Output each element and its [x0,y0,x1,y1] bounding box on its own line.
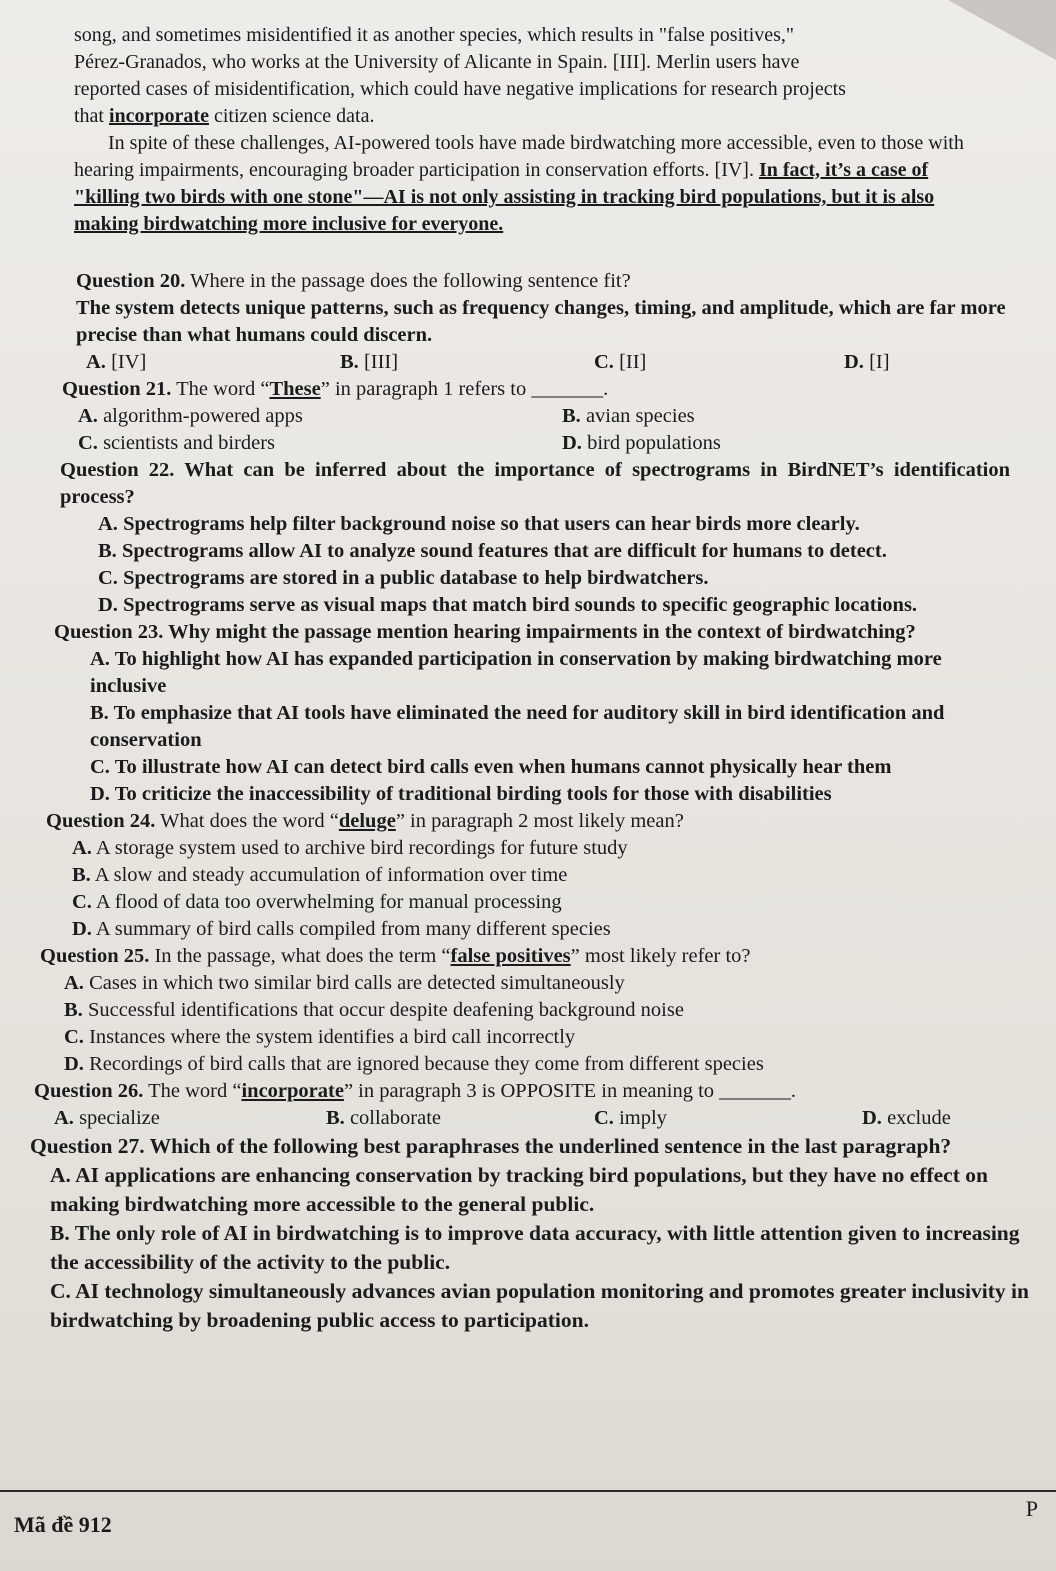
q22-option-a[interactable]: A. Spectrograms help filter background noise so that users can hear birds more clearly. [98,513,860,535]
q24-option-a[interactable]: A. A storage system used to archive bird recordings for future study [72,837,628,859]
q23-option-a[interactable]: A. To highlight how AI has expanded participation in conservation by making birdwatching more inclusive [90,648,942,697]
q27-option-b[interactable]: B. The only role of AI in birdwatching is to improve data accuracy, with little attention given to increasing the accessibility of the activity to the public. [50,1221,1020,1274]
underlined-incorporate: incorporate [109,105,209,127]
question-21: Question 21. The word “These” in paragraph 1 refers to _______. A. algorithm-powered apps B. avian species C. scientists and birders D. bird populations [62,376,1006,457]
q21-option-a[interactable]: A. algorithm-powered apps [78,405,303,427]
question-27: Question 27. Which of the following best paraphrases the underlined sentence in the last paragraph? A. AI applications are enhancing conservation by tracking bird populations, but they have no effect on making birdwatching more accessible to the general public. B. The only role of AI in birdwatching is to improve data accuracy, with little attention given to increasing the accessibility of the activity to the public. C. AI technology simultaneously advances avian population monitoring and promotes greater inclusivity in birdwatching by broadening public access to participation. [30,1132,1036,1335]
q25-option-a[interactable]: A. Cases in which two similar bird calls are detected simultaneously [64,972,625,994]
q23-option-b[interactable]: B. To emphasize that AI tools have eliminated the need for auditory skill in bird identification and conservation [90,702,945,751]
q20-option-d[interactable]: D. [I] [844,351,890,373]
question-23: Question 23. Why might the passage mention hearing impairments in the context of birdwatching? A. To highlight how AI has expanded participation in conservation by making birdwatching more inclusive B. To emphasize that AI tools have eliminated the need for auditory skill in bird identification and conservation C. To illustrate how AI can detect bird calls even when humans cannot physically hear them D. To criticize the inaccessibility of traditional birding tools for those with disabilities [54,619,1020,808]
q21-option-d[interactable]: D. bird populations [562,432,721,454]
q26-option-d[interactable]: D. exclude [862,1107,951,1129]
q20-option-c[interactable]: C. [II] [594,351,647,373]
q24-option-b[interactable]: B. A slow and steady accumulation of information over time [72,864,568,886]
passage-paragraph-3: In spite of these challenges, AI-powered tools have made birdwatching more accessible, even to those with hearing impairments, encouraging broader participation in conservation efforts. [IV]. In fact, it’s a case of "killing two birds with one stone"—AI is not only assisting in tracking bird populations, but it is also making birdwatching more inclusive for everyone. [74,132,964,235]
q21-options-ab [78,403,1006,430]
word-these: These [269,378,321,400]
passage-line-1: song, and sometimes misidentified it as another species, which results in "false positives," [74,24,795,46]
term-false-positives: false positives [450,945,571,967]
question-25: Question 25. In the passage, what does the term “false positives” most likely refer to? A. Cases in which two similar bird calls are detected simultaneously B. Successful identifications that occur despite deafening background noise C. Instances where the system identifies a bird call incorrectly D. Recordings of bird calls that are ignored because they come from different species [40,943,1020,1078]
q23-option-c[interactable]: C. To illustrate how AI can detect bird calls even when humans cannot physically hear them [90,756,892,778]
word-deluge: deluge [338,810,396,832]
underlined-sentence: In fact, it’s a case of "killing two birds with one stone"—AI is not only assisting in tracking bird populations, but it is also making birdwatching more inclusive for everyone. [74,159,935,235]
question-20: Question 20. Where in the passage does the following sentence fit? The system detects unique patterns, such as frequency changes, timing, and amplitude, which are far more precise than what humans could discern. A. [IV] B. [III] C. [II] D. [I] [76,268,1006,376]
q23-option-d[interactable]: D. To criticize the inaccessibility of traditional birding tools for those with disabilities [90,783,832,805]
q26-option-a[interactable]: A. specialize [54,1107,160,1129]
q25-option-d[interactable]: D. Recordings of bird calls that are ignored because they come from different species [64,1053,764,1075]
exam-code: Mã đề 912 [14,1512,112,1537]
q27-option-c[interactable]: C. AI technology simultaneously advances avian population monitoring and promotes greater inclusivity in birdwatching by broadening public access to participation. [50,1279,1029,1332]
page-content [30,22,1056,1335]
passage-line-4: that incorporate citizen science data. [74,105,375,127]
q20-option-a[interactable]: A. [IV] [86,351,147,373]
q20-options [86,349,1006,376]
passage-line-3: reported cases of misidentification, which could have negative implications for research projects [74,78,846,100]
footer-rule [0,1490,1056,1492]
q22-option-c[interactable]: C. Spectrograms are stored in a public database to help birdwatchers. [98,567,709,589]
q25-option-c[interactable]: C. Instances where the system identifies a bird call incorrectly [64,1026,576,1048]
word-incorporate: incorporate [241,1080,344,1102]
q24-option-c[interactable]: C. A flood of data too overwhelming for manual processing [72,891,562,913]
q26-option-b[interactable]: B. collaborate [326,1107,441,1129]
q21-option-c[interactable]: C. scientists and birders [78,432,276,454]
q26-option-c[interactable]: C. imply [594,1107,667,1129]
q20-option-b[interactable]: B. [III] [340,351,399,373]
inserted-sentence: The system detects unique patterns, such as frequency changes, timing, and amplitude, which are far more precise than what humans could discern. [76,297,1006,346]
q22-option-b[interactable]: B. Spectrograms allow AI to analyze sound features that are difficult for humans to detect. [98,540,887,562]
question-26: Question 26. The word “incorporate” in paragraph 3 is OPPOSITE in meaning to _______. A. specialize B. collaborate C. imply D. exclude [34,1078,1020,1132]
q24-option-d[interactable]: D. A summary of bird calls compiled from many different species [72,918,611,940]
page-mark: P [1025,1496,1038,1521]
q27-option-a[interactable]: A. AI applications are enhancing conservation by tracking bird populations, but they have no effect on making birdwatching more accessible to the general public. [50,1163,988,1216]
q21-options-cd [78,430,1006,457]
question-24: Question 24. What does the word “deluge” in paragraph 2 most likely mean? A. A storage system used to archive bird recordings for future study B. A slow and steady accumulation of information over time C. A flood of data too overwhelming for manual processing D. A summary of bird calls compiled from many different species [46,808,1020,943]
q25-option-b[interactable]: B. Successful identifications that occur despite deafening background noise [64,999,684,1021]
q22-option-d[interactable]: D. Spectrograms serve as visual maps that match bird sounds to specific geographic locations. [98,594,918,616]
question-22: Question 22. What can be inferred about the importance of spectrograms in BirdNET’s identification process? A. Spectrograms help filter background noise so that users can hear birds more clearly. B. Spectrograms allow AI to analyze sound features that are difficult for humans to detect. C. Spectrograms are stored in a public database to help birdwatchers. D. Spectrograms serve as visual maps that match bird sounds to specific geographic locations. [60,457,1010,619]
q21-option-b[interactable]: B. avian species [562,405,695,427]
passage-line-2: Pérez-Granados, who works at the University of Alicante in Spain. [III]. Merlin users have [74,51,800,73]
passage [40,22,1056,238]
q26-options [54,1105,1020,1132]
